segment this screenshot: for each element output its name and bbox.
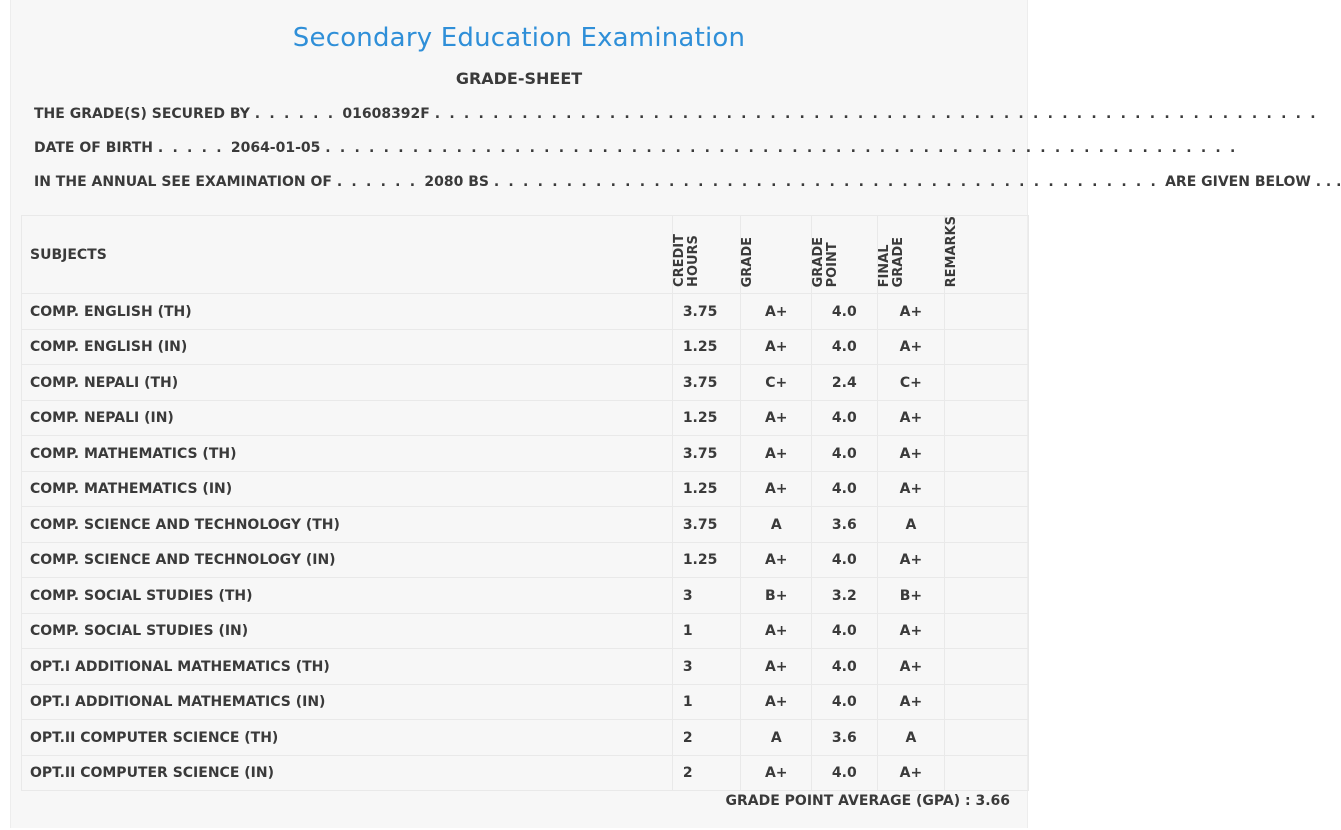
gpa-summary bbox=[726, 793, 1011, 809]
credit-cell: 2 bbox=[672, 755, 741, 791]
subject-cell: COMP. ENGLISH (IN) bbox=[22, 329, 673, 365]
grade-cell: A+ bbox=[741, 755, 812, 791]
remarks-cell bbox=[945, 471, 1029, 507]
table-row bbox=[22, 649, 1029, 685]
final-grade-cell: A+ bbox=[877, 755, 945, 791]
subject-cell: OPT.II COMPUTER SCIENCE (TH) bbox=[22, 720, 673, 756]
grade-cell: A bbox=[741, 507, 812, 543]
grade-point-cell: 4.0 bbox=[812, 436, 878, 472]
credit-cell: 2 bbox=[672, 720, 741, 756]
table-header-row bbox=[22, 216, 1029, 294]
final-grade-cell: A+ bbox=[877, 649, 945, 685]
remarks-cell bbox=[945, 507, 1029, 543]
grade-point-cell: 3.2 bbox=[812, 578, 878, 614]
table-row bbox=[22, 471, 1029, 507]
credit-cell: 3 bbox=[672, 649, 741, 685]
grade-cell: A+ bbox=[741, 294, 812, 330]
grade-cell: A+ bbox=[741, 684, 812, 720]
subject-cell: OPT.II COMPUTER SCIENCE (IN) bbox=[22, 755, 673, 791]
table-row bbox=[22, 365, 1029, 401]
subject-cell: COMP. SOCIAL STUDIES (IN) bbox=[22, 613, 673, 649]
subject-cell: COMP. SCIENCE AND TECHNOLOGY (IN) bbox=[22, 542, 673, 578]
secured-by-label: THE GRADE(S) SECURED BY bbox=[34, 106, 250, 122]
credit-cell: 3 bbox=[672, 578, 741, 614]
final-grade-cell: A bbox=[877, 720, 945, 756]
final-grade-cell: A+ bbox=[877, 400, 945, 436]
credit-cell: 1.25 bbox=[672, 400, 741, 436]
exam-value: 2080 BS bbox=[424, 174, 489, 190]
grade-point-cell: 3.6 bbox=[812, 720, 878, 756]
final-grade-cell: A bbox=[877, 507, 945, 543]
final-grade-cell: A+ bbox=[877, 471, 945, 507]
credit-cell: 3.75 bbox=[672, 365, 741, 401]
final-grade-cell: A+ bbox=[877, 684, 945, 720]
remarks-cell bbox=[945, 578, 1029, 614]
grade-point-cell: 4.0 bbox=[812, 329, 878, 365]
final-grade-cell: A+ bbox=[877, 613, 945, 649]
table-row bbox=[22, 507, 1029, 543]
subject-cell: COMP. NEPALI (TH) bbox=[22, 365, 673, 401]
header-credit-hours: CREDIT HOURS bbox=[672, 216, 741, 294]
grade-cell: A+ bbox=[741, 613, 812, 649]
page-subtitle: GRADE-SHEET bbox=[455, 69, 583, 88]
header-subjects: SUBJECTS bbox=[22, 216, 673, 294]
grade-point-cell: 4.0 bbox=[812, 400, 878, 436]
grade-sheet bbox=[10, 0, 1341, 828]
exam-line: IN THE ANNUAL SEE EXAMINATION OF . . . . . . 2080 BS . . . . . . . . . . . . . . . . . . . . . . . . . . . . . . . . . . . . . . . . . . . . . . ARE GIVEN BELOW . . . bbox=[34, 174, 1341, 190]
final-grade-cell: C+ bbox=[877, 365, 945, 401]
remarks-cell bbox=[945, 755, 1029, 791]
final-grade-cell: A+ bbox=[877, 436, 945, 472]
table-row bbox=[22, 400, 1029, 436]
remarks-cell bbox=[945, 436, 1029, 472]
grade-point-cell: 2.4 bbox=[812, 365, 878, 401]
grade-cell: C+ bbox=[741, 365, 812, 401]
final-grade-cell: A+ bbox=[877, 329, 945, 365]
subject-cell: OPT.I ADDITIONAL MATHEMATICS (IN) bbox=[22, 684, 673, 720]
grade-cell: A+ bbox=[741, 542, 812, 578]
grade-cell: A bbox=[741, 720, 812, 756]
table-row bbox=[22, 294, 1029, 330]
credit-cell: 1 bbox=[672, 613, 741, 649]
table-row bbox=[22, 542, 1029, 578]
remarks-cell bbox=[945, 649, 1029, 685]
header-remarks: REMARKS bbox=[945, 216, 1029, 294]
grade-point-cell: 3.6 bbox=[812, 507, 878, 543]
grade-cell: A+ bbox=[741, 329, 812, 365]
table-row bbox=[22, 755, 1029, 791]
grade-cell: A+ bbox=[741, 400, 812, 436]
remarks-cell bbox=[945, 542, 1029, 578]
table-row bbox=[22, 613, 1029, 649]
grade-point-cell: 4.0 bbox=[812, 542, 878, 578]
remarks-cell bbox=[945, 294, 1029, 330]
dob-line: DATE OF BIRTH . . . . . 2064-01-05 . . . . . . . . . . . . . . . . . . . . . . . . . . . . . . . . . . . . . . . . . . . . . . . . . . . . . . . . . . . . . . . bbox=[34, 140, 1238, 156]
remarks-cell bbox=[945, 329, 1029, 365]
grade-cell: A+ bbox=[741, 471, 812, 507]
credit-cell: 3.75 bbox=[672, 294, 741, 330]
grade-point-cell: 4.0 bbox=[812, 613, 878, 649]
exam-label: IN THE ANNUAL SEE EXAMINATION OF bbox=[34, 174, 332, 190]
grade-point-cell: 4.0 bbox=[812, 755, 878, 791]
gpa-label: GRADE POINT AVERAGE (GPA) : bbox=[725, 793, 971, 809]
remarks-cell bbox=[945, 613, 1029, 649]
table-row bbox=[22, 684, 1029, 720]
table-row bbox=[22, 720, 1029, 756]
credit-cell: 1.25 bbox=[672, 542, 741, 578]
dob-value: 2064-01-05 bbox=[230, 140, 321, 156]
credit-cell: 3.75 bbox=[672, 436, 741, 472]
secured-by-line: THE GRADE(S) SECURED BY . . . . . . 01608392F . . . . . . . . . . . . . . . . . . . . . . . . . . . . . . . . . . . . . . . . . . . . . . . . . . . . . . . . . . . . . bbox=[34, 106, 1318, 122]
subject-cell: COMP. SCIENCE AND TECHNOLOGY (TH) bbox=[22, 507, 673, 543]
dob-label: DATE OF BIRTH bbox=[34, 140, 153, 156]
subject-cell: COMP. MATHEMATICS (IN) bbox=[22, 471, 673, 507]
subject-cell: COMP. ENGLISH (TH) bbox=[22, 294, 673, 330]
gpa-value: 3.66 bbox=[975, 793, 1010, 809]
header-grade-point: GRADE POINT bbox=[812, 216, 878, 294]
final-grade-cell: A+ bbox=[877, 294, 945, 330]
final-grade-cell: A+ bbox=[877, 542, 945, 578]
credit-cell: 1 bbox=[672, 684, 741, 720]
grades-table bbox=[21, 215, 1029, 791]
exam-suffix: ARE GIVEN BELOW . . . bbox=[1165, 174, 1341, 190]
credit-cell: 3.75 bbox=[672, 507, 741, 543]
secured-by-value: 01608392F bbox=[342, 106, 430, 122]
final-grade-cell: B+ bbox=[877, 578, 945, 614]
header-final-grade: FINAL GRADE bbox=[877, 216, 945, 294]
credit-cell: 1.25 bbox=[672, 329, 741, 365]
grade-cell: B+ bbox=[741, 578, 812, 614]
remarks-cell bbox=[945, 684, 1029, 720]
table-row bbox=[22, 436, 1029, 472]
page-title: Secondary Education Examination bbox=[292, 23, 746, 53]
subject-cell: OPT.I ADDITIONAL MATHEMATICS (TH) bbox=[22, 649, 673, 685]
table-row bbox=[22, 578, 1029, 614]
credit-cell: 1.25 bbox=[672, 471, 741, 507]
subject-cell: COMP. MATHEMATICS (TH) bbox=[22, 436, 673, 472]
grade-point-cell: 4.0 bbox=[812, 471, 878, 507]
grade-cell: A+ bbox=[741, 436, 812, 472]
remarks-cell bbox=[945, 720, 1029, 756]
remarks-cell bbox=[945, 365, 1029, 401]
grade-point-cell: 4.0 bbox=[812, 649, 878, 685]
subject-cell: COMP. NEPALI (IN) bbox=[22, 400, 673, 436]
subject-cell: COMP. SOCIAL STUDIES (TH) bbox=[22, 578, 673, 614]
remarks-cell bbox=[945, 400, 1029, 436]
header-grade: GRADE bbox=[741, 216, 812, 294]
grade-cell: A+ bbox=[741, 649, 812, 685]
grade-point-cell: 4.0 bbox=[812, 294, 878, 330]
grade-point-cell: 4.0 bbox=[812, 684, 878, 720]
table-row bbox=[22, 329, 1029, 365]
